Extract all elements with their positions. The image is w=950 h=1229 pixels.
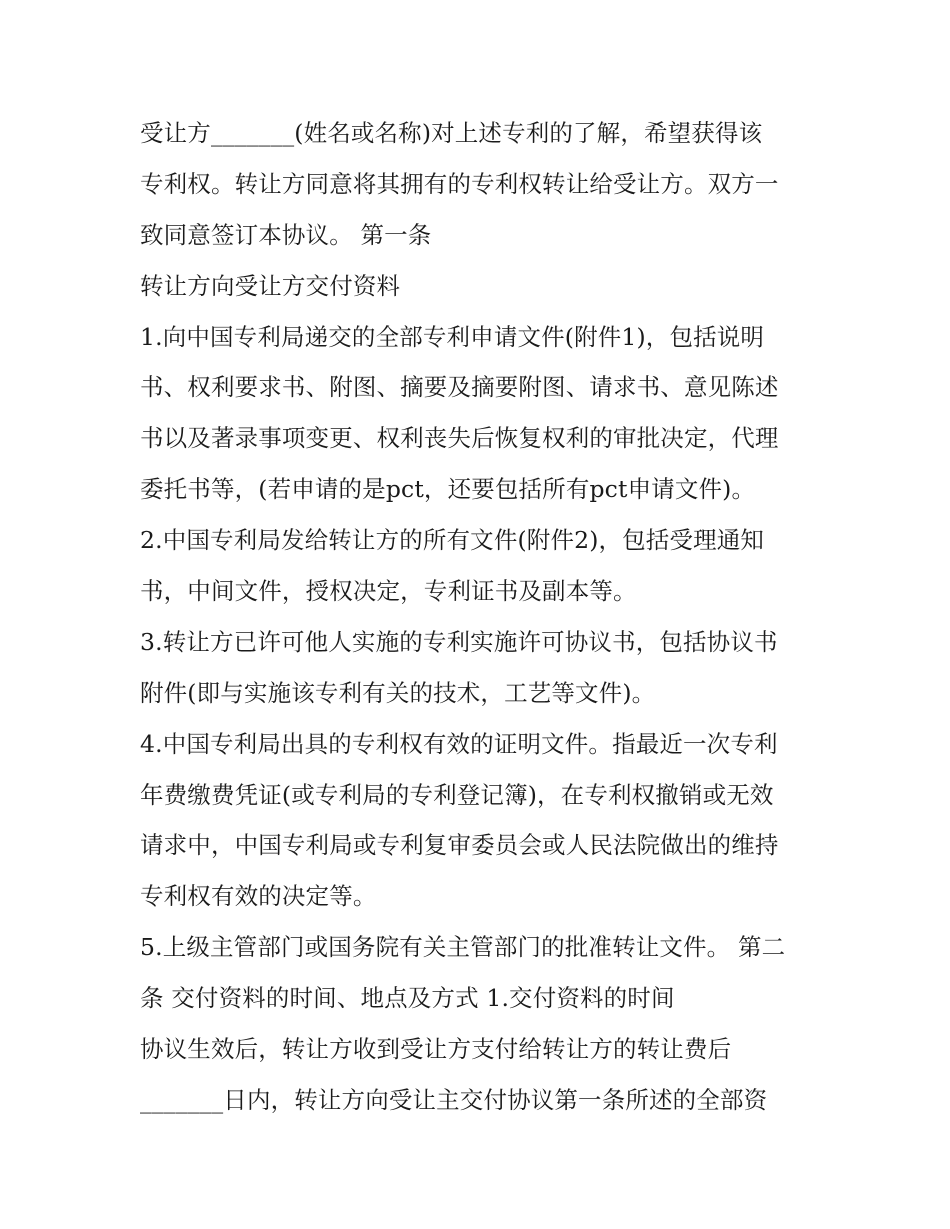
document-body — [140, 108, 830, 1126]
text-line: 4.中国专利局出具的专利权有效的证明文件。指最近一次专利 — [140, 729, 778, 758]
text-line: 1.向中国专利局递交的全部专利申请文件(附件1)，包括说明 — [140, 322, 765, 351]
text-line: _______日内，转让方向受让主交付协议第一条所述的全部资 — [140, 1085, 768, 1114]
text-line: 请求中，中国专利局或专利复审委员会或人民法院做出的维持 — [140, 831, 779, 860]
text-line: 附件(即与实施该专利有关的技术，工艺等文件)。 — [140, 678, 656, 707]
text-line: 条 交付资料的时间、地点及方式 1.交付资料的时间 — [140, 984, 675, 1013]
text-line: 专利权。转让方同意将其拥有的专利权转让给受让方。双方一 — [140, 169, 779, 198]
text-line: 2.中国专利局发给转让方的所有文件(附件2)，包括受理通知 — [140, 526, 765, 555]
section-heading: 转让方向受让方交付资料 — [140, 271, 401, 300]
text-line: 受让方_______(姓名或名称)对上述专利的了解，希望获得该 — [140, 119, 763, 147]
text-line: 致同意签订本协议。 第一条 — [140, 220, 432, 249]
text-line: 书以及著录事项变更、权利丧失后恢复权利的审批决定，代理 — [140, 424, 779, 453]
text-line: 年费缴费凭证(或专利局的专利登记簿)，在专利权撤销或无效 — [140, 780, 774, 809]
text-line: 5.上级主管部门或国务院有关主管部门的批准转让文件。 第二 — [140, 933, 786, 962]
text-line: 书，中间文件，授权决定，专利证书及副本等。 — [140, 577, 637, 606]
text-line: 3.转让方已许可他人实施的专利实施许可协议书，包括协议书 — [140, 627, 778, 656]
text-line: 委托书等，(若申请的是pct，还要包括所有pct申请文件)。 — [140, 475, 756, 504]
text-line: 书、权利要求书、附图、摘要及摘要附图、请求书、意见陈述 — [140, 373, 779, 402]
text-line: 协议生效后，转让方收到受让方支付给转让方的转让费后 — [140, 1035, 732, 1064]
text-line: 专利权有效的决定等。 — [140, 882, 377, 911]
